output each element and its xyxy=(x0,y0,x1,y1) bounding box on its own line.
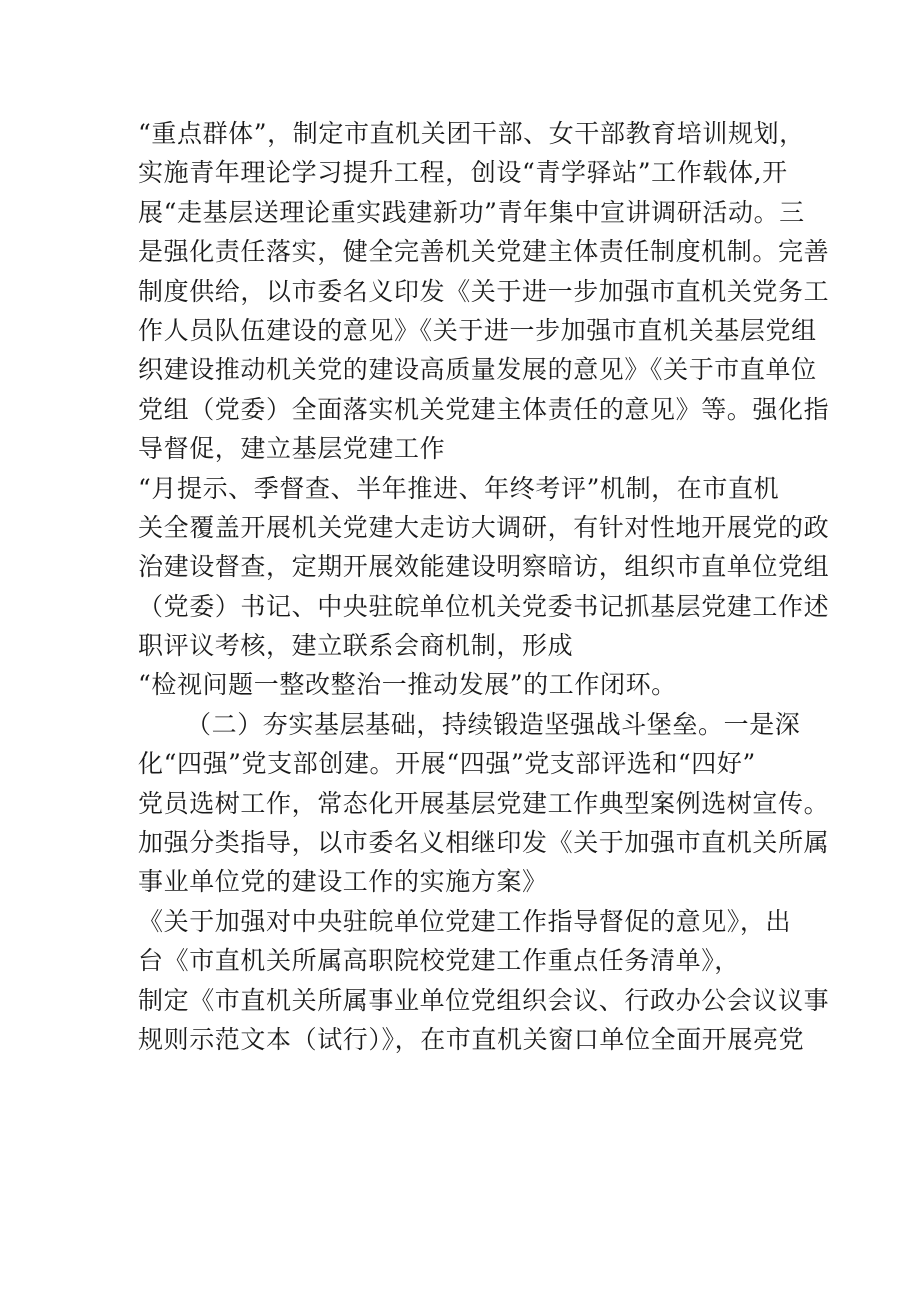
text-line: 实施青年理论学习提升工程，创设“青学驿站”工作载体,开 xyxy=(138,158,788,188)
text-line: 制定《市直机关所属事业单位党组织会议、行政办公会议议事 xyxy=(138,985,830,1015)
text-line: 台《市直机关所属高职院校党建工作重点任务清单》， xyxy=(138,946,740,976)
text-line: “重点群体”，制定市直机关团干部、女干部教育培训规划， xyxy=(138,119,805,148)
text-line: 关全覆盖开展机关党建大走访大调研，有针对性地开展党的政 xyxy=(138,512,830,542)
text-line: 制度供给，以市委名义印发《关于进一步加强市直机关党务工 xyxy=(138,276,830,306)
text-line: 织建设推动机关党的建设高质量发展的意见》《关于市直单位 xyxy=(138,355,817,385)
text-line: 化“四强”党支部创建。开展“四强”党支部评选和“四好” xyxy=(138,749,756,779)
text-line: 是强化责任落实，健全完善机关党建主体责任制度机制。完善 xyxy=(138,237,830,267)
document-body xyxy=(138,114,830,1059)
text-line: 事业单位党的建设工作的实施方案》 xyxy=(138,867,548,897)
text-line: 党组（党委）全面落实机关党建主体责任的意见》等。强化指 xyxy=(138,394,830,424)
text-line: 导督促，建立基层党建工作 xyxy=(138,434,446,464)
text-line: （党委）书记、中央驻皖单位机关党委书记抓基层党建工作述 xyxy=(138,591,830,621)
section-heading-line: （二）夯实基层基础，持续锻造坚强战斗堡垒。一是深 xyxy=(186,709,801,739)
text-line: “月提示、季督查、半年推进、年终考评”机制，在市直机 xyxy=(138,473,780,503)
text-line: 党员选树工作，常态化开展基层党建工作典型案例选树宣传。 xyxy=(138,788,830,818)
text-line: “检视问题一整改整治一推动发展”的工作闭环。 xyxy=(138,670,677,700)
text-line: 职评议考核，建立联系会商机制，形成 xyxy=(138,631,574,661)
text-line: 规则示范文本（试行）》，在市直机关窗口单位全面开展亮党 xyxy=(138,1024,805,1054)
text-line: 展“走基层送理论重实践建新功”青年集中宣讲调研活动。三 xyxy=(138,197,805,227)
text-line: 作人员队伍建设的意见》《关于进一步加强市直机关基层党组 xyxy=(138,315,817,345)
text-line: 治建设督查，定期开展效能建设明察暗访，组织市直单位党组 xyxy=(138,552,830,582)
text-line: 《关于加强对中央驻皖单位党建工作指导督促的意见》，出 xyxy=(138,906,792,936)
text-line: 加强分类指导，以市委名义相继印发《关于加强市直机关所属 xyxy=(138,828,830,858)
